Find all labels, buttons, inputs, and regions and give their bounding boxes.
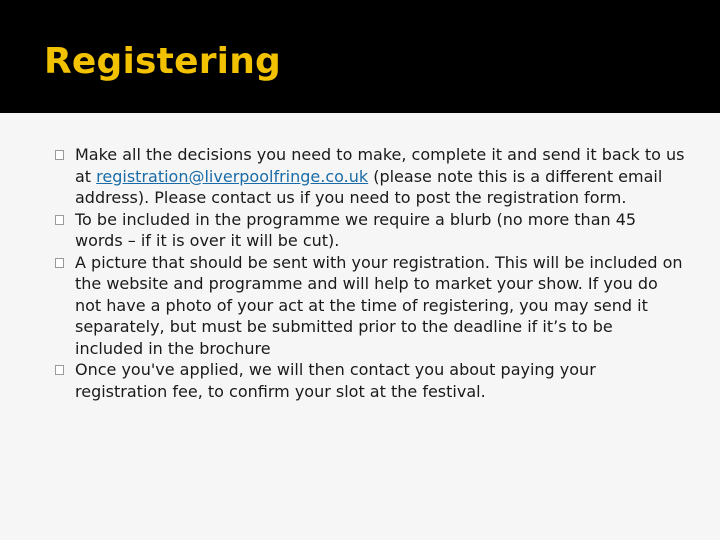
hollow-square-bullet-icon — [55, 258, 64, 268]
bullet-text: (please note this is a different email address). Please contact us if you need to post the registration form. — [75, 166, 663, 207]
bullet-list — [0, 144, 720, 402]
bullet-text: To be included in the programme we require a blurb (no more than 45 words – if it is over it will be cut). — [75, 209, 637, 250]
slide-title: Registering — [44, 41, 281, 82]
bullet-text: Make all the decisions you need to make, complete it and send it back to us at — [75, 145, 685, 186]
registration-email-link[interactable]: registration@liverpoolfringe.co.uk — [96, 166, 369, 186]
bullet-item — [0, 144, 685, 209]
slide-content — [0, 113, 720, 540]
bullet-item — [0, 209, 685, 252]
bullet-text: Once you've applied, we will then contact you about paying your registration fee, to confirm your slot at the festival. — [75, 360, 596, 401]
hollow-square-bullet-icon — [55, 150, 64, 160]
bullet-item — [0, 359, 685, 402]
hollow-square-bullet-icon — [55, 215, 64, 225]
hollow-square-bullet-icon — [55, 365, 64, 375]
title-band — [0, 0, 720, 113]
bullet-text: A picture that should be sent with your registration. This will be included on the website and programme and will help to market your show. If you do not have a photo of your act at the time of registering, you may send it separately, but must be submitted prior to the deadline if it’s to be included in the brochure — [75, 252, 683, 358]
bullet-item — [0, 252, 685, 360]
